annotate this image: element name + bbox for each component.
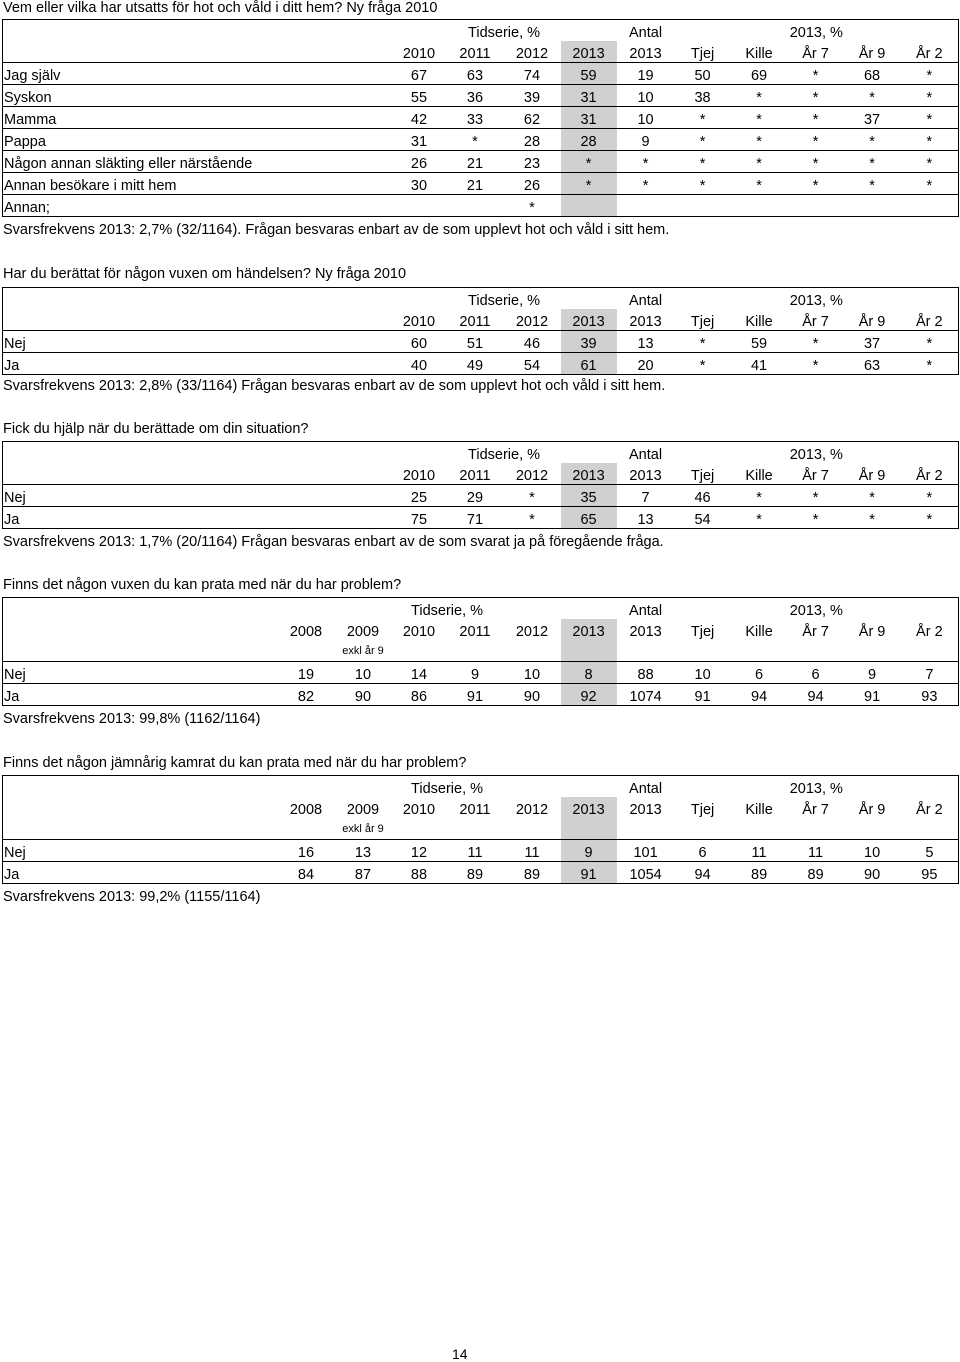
- table-cell: 13: [617, 507, 675, 529]
- table-cell: 31: [561, 85, 617, 107]
- col-header: 2013: [629, 802, 662, 818]
- table-2-header-group: [3, 288, 959, 310]
- table-row: [3, 507, 959, 529]
- table-cell: 91: [844, 684, 901, 706]
- table-cell: *: [675, 107, 731, 129]
- col-header: 2008: [289, 624, 323, 640]
- col-header: År 7: [788, 41, 844, 63]
- table-cell: 101: [617, 840, 675, 862]
- table-cell: 25: [392, 485, 447, 507]
- table-cell: 19: [617, 63, 675, 85]
- table-cell: 10: [844, 840, 901, 862]
- table-cell: 89: [788, 862, 844, 884]
- col-header: Tjej: [675, 463, 731, 485]
- table-cell: 8: [561, 662, 617, 684]
- row-label: Någon annan släkting eller närstående: [3, 151, 392, 173]
- table-cell: 5: [901, 840, 959, 862]
- col-header: 2013: [561, 619, 617, 640]
- table-cell: *: [731, 107, 788, 129]
- subheader-note: exkl år 9: [335, 640, 392, 662]
- table-cell: *: [901, 85, 959, 107]
- table-cell: 95: [901, 862, 959, 884]
- table-cell: 59: [731, 331, 788, 353]
- table-3-header-group: [3, 442, 959, 464]
- col-header: 2013: [617, 41, 675, 63]
- table-cell: 33: [447, 107, 504, 129]
- col-header: 2010: [392, 463, 447, 485]
- col-header: Kille: [731, 41, 788, 63]
- table-cell: 94: [675, 862, 731, 884]
- col-header: 2011: [459, 624, 491, 640]
- row-label: Nej: [3, 662, 278, 684]
- table-cell: [788, 195, 844, 217]
- table-cell: *: [675, 331, 731, 353]
- table-5-header-cols: [3, 797, 959, 818]
- table-cell: *: [844, 85, 901, 107]
- table-cell: 36: [447, 85, 504, 107]
- table-cell: 9: [844, 662, 901, 684]
- table-cell: 93: [901, 684, 959, 706]
- table-row: [3, 151, 959, 173]
- table-cell: 40: [392, 353, 447, 375]
- table-cell: 23: [504, 151, 561, 173]
- col-header: Tjej: [675, 309, 731, 331]
- table-cell: 13: [617, 331, 675, 353]
- col-header: År 7: [788, 463, 844, 485]
- table-cell: *: [844, 129, 901, 151]
- table-cell: *: [788, 129, 844, 151]
- col-header: År 9: [858, 624, 886, 640]
- col-header: 2012: [504, 41, 561, 63]
- table-cell: [392, 195, 447, 217]
- table-cell: 6: [675, 840, 731, 862]
- table-cell: *: [617, 151, 675, 173]
- table-row: [3, 662, 959, 684]
- table-cell: 65: [561, 507, 617, 529]
- table-cell: 31: [392, 129, 447, 151]
- col-header: 2011: [447, 463, 504, 485]
- table-row: [3, 331, 959, 353]
- table-cell: 38: [675, 85, 731, 107]
- table-cell: 92: [561, 684, 617, 706]
- table-cell: 67: [392, 63, 447, 85]
- col-header: 2011: [459, 802, 491, 818]
- table-cell: 75: [392, 507, 447, 529]
- row-label: Annan besökare i mitt hem: [3, 173, 392, 195]
- table-cell: 89: [731, 862, 788, 884]
- table-cell: [675, 195, 731, 217]
- table-cell: 46: [504, 331, 561, 353]
- table-cell: 14: [392, 662, 447, 684]
- table-cell: 91: [561, 862, 617, 884]
- table-cell: 19: [278, 662, 335, 684]
- table-cell: 9: [617, 129, 675, 151]
- table-cell: [844, 195, 901, 217]
- table-cell: 1074: [617, 684, 675, 706]
- col-header: År 7: [788, 309, 844, 331]
- table-cell: 29: [447, 485, 504, 507]
- header-timeseries: Tidserie, %: [392, 442, 617, 464]
- table-cell: 84: [278, 862, 335, 884]
- table-cell: 89: [504, 862, 561, 884]
- table-cell: *: [788, 485, 844, 507]
- section-1-title: Vem eller vilka har utsatts för hot och våld i ditt hem? Ny fråga 2010: [3, 0, 438, 16]
- table-cell: 21: [447, 151, 504, 173]
- row-label: Ja: [3, 507, 392, 529]
- header-2013-percent: 2013, %: [675, 776, 959, 798]
- col-header: 2013: [561, 309, 617, 331]
- table-cell: 20: [617, 353, 675, 375]
- table-cell: 86: [392, 684, 447, 706]
- section-4-note: Svarsfrekvens 2013: 99,8% (1162/1164): [3, 711, 261, 727]
- table-cell: 69: [731, 63, 788, 85]
- table-cell: *: [731, 85, 788, 107]
- table-row: [3, 353, 959, 375]
- table-cell: 54: [504, 353, 561, 375]
- table-cell: *: [675, 151, 731, 173]
- table-cell: 60: [392, 331, 447, 353]
- table-cell: 28: [504, 129, 561, 151]
- table-cell: 94: [731, 684, 788, 706]
- table-row: [3, 840, 959, 862]
- section-5-title: Finns det någon jämnårig kamrat du kan prata med när du har problem?: [3, 755, 467, 771]
- col-header: 2008: [289, 802, 323, 818]
- table-cell: *: [901, 331, 959, 353]
- col-header: År 9: [844, 41, 901, 63]
- table-cell: 1054: [617, 862, 675, 884]
- table-cell: 91: [447, 684, 504, 706]
- table-row: [3, 684, 959, 706]
- table-cell: 13: [335, 840, 392, 862]
- table-5: [2, 775, 959, 884]
- row-label: Ja: [3, 684, 278, 706]
- table-cell: *: [731, 485, 788, 507]
- col-header: Kille: [745, 624, 773, 640]
- col-header: 2013: [617, 309, 675, 331]
- table-cell: 90: [335, 684, 392, 706]
- table-cell: *: [901, 507, 959, 529]
- table-cell: *: [901, 129, 959, 151]
- table-cell: *: [788, 173, 844, 195]
- section-3-title: Fick du hjälp när du berättade om din situation?: [3, 421, 309, 437]
- table-cell: *: [788, 331, 844, 353]
- table-5-subheader: [3, 818, 959, 840]
- table-cell: 10: [617, 107, 675, 129]
- row-label: Annan;: [3, 195, 392, 217]
- row-label: Nej: [3, 840, 278, 862]
- col-header: 2012: [504, 309, 561, 331]
- table-cell: *: [504, 195, 561, 217]
- header-count: Antal: [617, 288, 675, 310]
- col-header: Kille: [731, 309, 788, 331]
- table-cell: 63: [447, 63, 504, 85]
- table-cell: *: [504, 507, 561, 529]
- header-count: Antal: [617, 20, 675, 42]
- col-header: År 7: [802, 624, 829, 640]
- table-cell: *: [675, 353, 731, 375]
- table-4-header-group: [3, 598, 959, 620]
- table-cell: [731, 195, 788, 217]
- table-cell: 10: [335, 662, 392, 684]
- table-2-header-cols: [3, 309, 959, 331]
- col-header: 2013: [617, 463, 675, 485]
- table-cell: *: [901, 63, 959, 85]
- col-header: År 2: [901, 463, 959, 485]
- row-label: Nej: [3, 485, 392, 507]
- table-cell: *: [561, 151, 617, 173]
- section-2-note: Svarsfrekvens 2013: 2,8% (33/1164) Frågan besvaras enbart av de som upplevt hot och våld i sitt hem.: [3, 378, 666, 394]
- table-cell: *: [901, 107, 959, 129]
- col-header: År 9: [844, 463, 901, 485]
- table-cell: 74: [504, 63, 561, 85]
- table-cell: 9: [561, 840, 617, 862]
- header-2013-percent: 2013, %: [675, 288, 959, 310]
- table-cell: *: [561, 173, 617, 195]
- table-cell: *: [504, 485, 561, 507]
- table-cell: 82: [278, 684, 335, 706]
- table-cell: [617, 195, 675, 217]
- table-cell: 35: [561, 485, 617, 507]
- table-row: [3, 173, 959, 195]
- table-cell: 51: [447, 331, 504, 353]
- table-cell: 87: [335, 862, 392, 884]
- table-cell: *: [901, 173, 959, 195]
- table-cell: 88: [392, 862, 447, 884]
- table-cell: *: [844, 485, 901, 507]
- section-5-note: Svarsfrekvens 2013: 99,2% (1155/1164): [3, 889, 261, 905]
- table-cell: 89: [447, 862, 504, 884]
- table-cell: 39: [561, 331, 617, 353]
- table-cell: 90: [504, 684, 561, 706]
- header-timeseries: Tidserie, %: [392, 20, 617, 42]
- table-cell: 62: [504, 107, 561, 129]
- table-cell: 11: [447, 840, 504, 862]
- table-cell: 91: [675, 684, 731, 706]
- table-cell: 10: [617, 85, 675, 107]
- col-header: År 2: [901, 309, 959, 331]
- table-cell: *: [731, 151, 788, 173]
- col-header: 2009: [346, 624, 380, 640]
- header-timeseries: Tidserie, %: [278, 776, 617, 798]
- table-4-header-cols: [3, 619, 959, 640]
- table-cell: 26: [504, 173, 561, 195]
- table-cell: [447, 195, 504, 217]
- table-cell: [901, 195, 959, 217]
- row-label: Ja: [3, 353, 392, 375]
- section-4-title: Finns det någon vuxen du kan prata med när du har problem?: [3, 577, 402, 593]
- col-header: 2012: [515, 802, 549, 818]
- table-cell: 10: [504, 662, 561, 684]
- table-cell: 11: [504, 840, 561, 862]
- row-label: Nej: [3, 331, 392, 353]
- table-cell: *: [788, 107, 844, 129]
- table-row: [3, 195, 959, 217]
- table-cell: *: [788, 151, 844, 173]
- section-2-title: Har du berättat för någon vuxen om händelsen? Ny fråga 2010: [3, 266, 407, 282]
- table-cell: 61: [561, 353, 617, 375]
- table-cell: 31: [561, 107, 617, 129]
- table-cell: 28: [561, 129, 617, 151]
- table-4: [2, 597, 959, 706]
- table-cell: 37: [844, 331, 901, 353]
- table-cell: *: [788, 63, 844, 85]
- table-cell: 16: [278, 840, 335, 862]
- row-label: Mamma: [3, 107, 392, 129]
- col-header: 2010: [402, 802, 436, 818]
- table-cell: [561, 195, 617, 217]
- section-1-note: Svarsfrekvens 2013: 2,7% (32/1164). Frågan besvaras enbart av de som upplevt hot och våld i sitt hem.: [3, 222, 670, 238]
- table-2: [2, 287, 959, 375]
- header-2013-percent: 2013, %: [675, 598, 959, 620]
- header-2013-percent: 2013, %: [675, 20, 959, 42]
- col-header: 2013: [561, 797, 617, 818]
- header-timeseries: Tidserie, %: [278, 598, 617, 620]
- section-3-note: Svarsfrekvens 2013: 1,7% (20/1164) Frågan besvaras enbart av de som svarat ja på föregående fråga.: [3, 534, 664, 550]
- header-timeseries: Tidserie, %: [392, 288, 617, 310]
- table-cell: 90: [844, 862, 901, 884]
- col-header: Kille: [745, 802, 773, 818]
- table-cell: 94: [788, 684, 844, 706]
- table-cell: 63: [844, 353, 901, 375]
- table-1-header-cols: [3, 41, 959, 63]
- col-header: År 2: [901, 41, 959, 63]
- table-cell: 46: [675, 485, 731, 507]
- header-2013-percent: 2013, %: [675, 442, 959, 464]
- table-cell: 59: [561, 63, 617, 85]
- col-header: Tjej: [690, 802, 715, 818]
- col-header: Tjej: [675, 41, 731, 63]
- table-cell: 9: [447, 662, 504, 684]
- table-1: [2, 19, 959, 217]
- table-cell: *: [617, 173, 675, 195]
- table-cell: *: [788, 353, 844, 375]
- col-header: 2012: [504, 463, 561, 485]
- table-cell: *: [731, 129, 788, 151]
- table-cell: 88: [617, 662, 675, 684]
- table-cell: 6: [731, 662, 788, 684]
- table-cell: 42: [392, 107, 447, 129]
- col-header: Kille: [731, 463, 788, 485]
- table-cell: *: [901, 353, 959, 375]
- table-cell: 26: [392, 151, 447, 173]
- table-3-header-cols: [3, 463, 959, 485]
- col-header: Tjej: [690, 624, 715, 640]
- header-count: Antal: [617, 442, 675, 464]
- table-cell: *: [844, 173, 901, 195]
- page-number: 14: [452, 1346, 468, 1362]
- table-cell: 55: [392, 85, 447, 107]
- table-cell: 21: [447, 173, 504, 195]
- table-cell: *: [447, 129, 504, 151]
- col-header: 2010: [392, 41, 447, 63]
- row-label: Ja: [3, 862, 278, 884]
- table-cell: *: [901, 485, 959, 507]
- col-header: 2010: [392, 309, 447, 331]
- table-cell: 71: [447, 507, 504, 529]
- table-row: [3, 63, 959, 85]
- table-cell: *: [901, 151, 959, 173]
- col-header: 2009: [346, 802, 380, 818]
- table-cell: 50: [675, 63, 731, 85]
- table-row: [3, 107, 959, 129]
- table-row: [3, 862, 959, 884]
- table-cell: 37: [844, 107, 901, 129]
- table-cell: 54: [675, 507, 731, 529]
- table-cell: 7: [901, 662, 959, 684]
- row-label: Jag själv: [3, 63, 392, 85]
- table-cell: *: [731, 173, 788, 195]
- table-cell: 41: [731, 353, 788, 375]
- table-cell: 39: [504, 85, 561, 107]
- col-header: 2011: [447, 41, 504, 63]
- col-header: 2013: [561, 463, 617, 485]
- header-count: Antal: [617, 598, 675, 620]
- table-cell: 30: [392, 173, 447, 195]
- table-cell: 6: [788, 662, 844, 684]
- table-3: [2, 441, 959, 529]
- table-cell: 11: [788, 840, 844, 862]
- table-cell: 10: [675, 662, 731, 684]
- table-cell: *: [788, 85, 844, 107]
- table-cell: *: [844, 507, 901, 529]
- table-cell: 12: [392, 840, 447, 862]
- col-header: År 7: [802, 802, 829, 818]
- header-count: Antal: [617, 776, 675, 798]
- table-cell: *: [675, 129, 731, 151]
- table-row: [3, 85, 959, 107]
- table-cell: *: [675, 173, 731, 195]
- col-header: 2011: [447, 309, 504, 331]
- table-cell: 11: [731, 840, 788, 862]
- table-row: [3, 129, 959, 151]
- col-header: År 9: [858, 802, 886, 818]
- table-row: [3, 485, 959, 507]
- row-label: Syskon: [3, 85, 392, 107]
- table-cell: 49: [447, 353, 504, 375]
- col-header: År 2: [901, 797, 959, 818]
- col-header: 2012: [515, 624, 549, 640]
- table-cell: 68: [844, 63, 901, 85]
- table-cell: 7: [617, 485, 675, 507]
- table-cell: *: [788, 507, 844, 529]
- table-1-header-group: [3, 20, 959, 42]
- col-header: 2010: [402, 624, 436, 640]
- table-4-subheader: [3, 640, 959, 662]
- table-cell: *: [731, 507, 788, 529]
- col-header: 2013: [561, 41, 617, 63]
- table-cell: *: [844, 151, 901, 173]
- row-label: Pappa: [3, 129, 392, 151]
- col-header: 2013: [629, 624, 662, 640]
- col-header: År 2: [901, 619, 959, 640]
- subheader-note: exkl år 9: [335, 818, 392, 840]
- col-header: År 9: [844, 309, 901, 331]
- table-5-header-group: [3, 776, 959, 798]
